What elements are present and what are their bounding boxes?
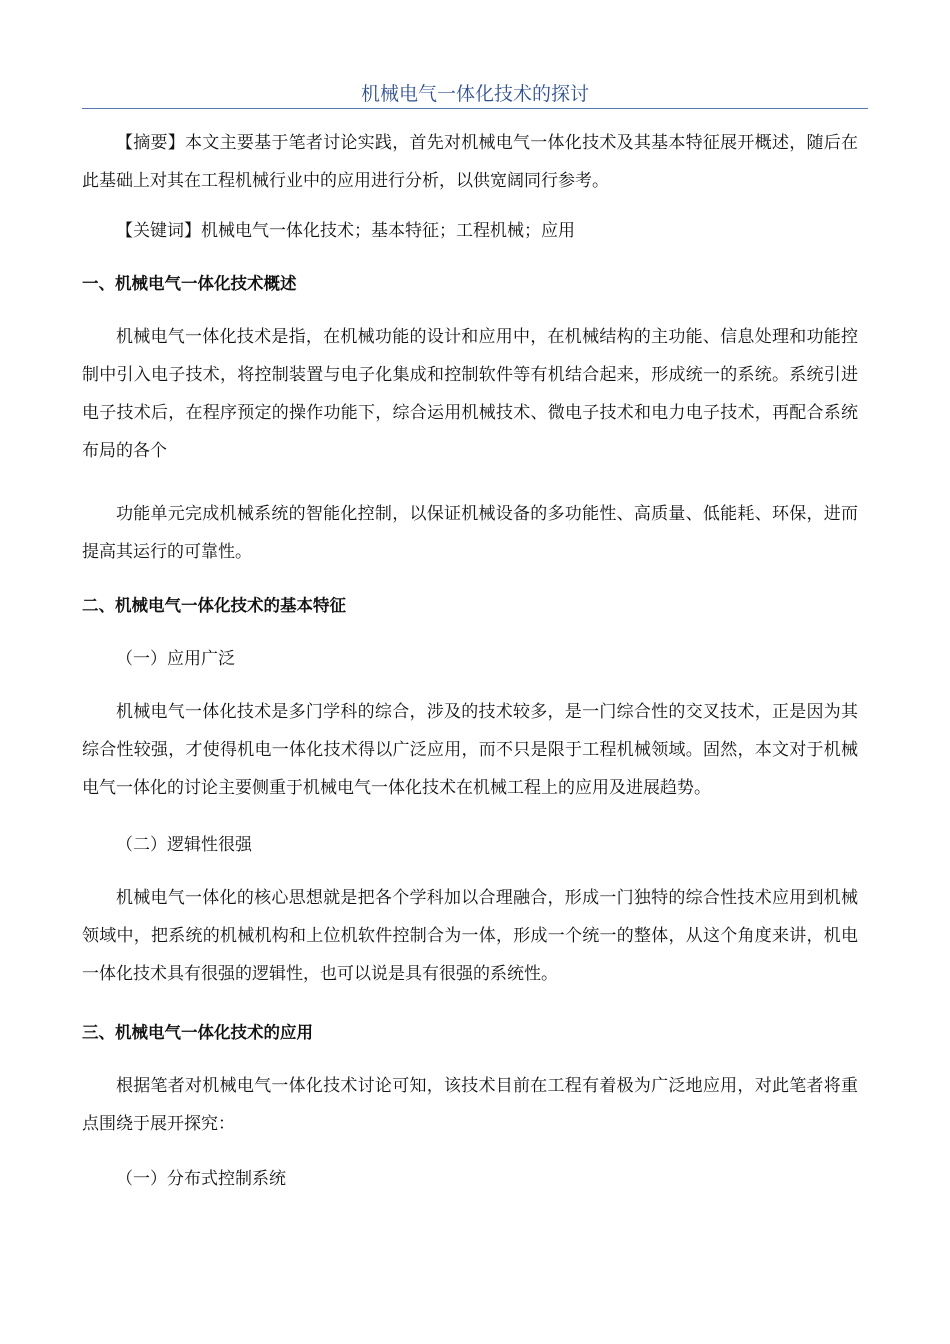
document-title: 机械电气一体化技术的探讨: [360, 83, 589, 105]
section2-subheading-2: （二）逻辑性很强: [116, 835, 252, 855]
title-underline: [82, 108, 868, 109]
abstract-paragraph: 【摘要】本文主要基于笔者讨论实践，首先对机械电气一体化技术及其基本特征展开概述，随后在此基础上对其在工程机械行业中的应用进行分析，以供宽阔同行参考。: [82, 133, 858, 191]
section1-paragraph-1: 机械电气一体化技术是指，在机械功能的设计和应用中，在机械结构的主功能、信息处理和功能控制中引入电子技术，将控制装置与电子化集成和控制软件等有机结合起来，形成统一的系统。系统引进电子技术后，在程序预定的操作功能下，综合运用机械技术、微电子技术和电力电子技术，再配合系统布局的各个: [82, 327, 858, 461]
keywords-paragraph: 【关键词】机械电气一体化技术；基本特征；工程机械；应用: [116, 221, 575, 241]
section1-paragraph-2: 功能单元完成机械系统的智能化控制，以保证机械设备的多功能性、高质量、低能耗、环保，进而提高其运行的可靠性。: [82, 504, 858, 562]
section3-subheading-1: （一）分布式控制系统: [116, 1169, 286, 1189]
section2-paragraph-2: 机械电气一体化的核心思想就是把各个学科加以合理融合，形成一门独特的综合性技术应用到机械领域中，把系统的机械机构和上位机软件控制合为一体，形成一个统一的整体，从这个角度来讲，机电一体化技术具有很强的逻辑性，也可以说是具有很强的系统性。: [82, 888, 858, 984]
section2-subheading-1: （一）应用广泛: [116, 649, 235, 669]
section-heading-2: 二、机械电气一体化技术的基本特征: [82, 596, 346, 615]
section-heading-3: 三、机械电气一体化技术的应用: [82, 1023, 313, 1042]
section3-paragraph-1: 根据笔者对机械电气一体化技术讨论可知，该技术目前在工程有着极为广泛地应用，对此笔者将重点围绕于展开探究：: [82, 1076, 858, 1134]
section2-paragraph-1: 机械电气一体化技术是多门学科的综合，涉及的技术较多，是一门综合性的交叉技术，正是因为其综合性较强，才使得机电一体化技术得以广泛应用，而不只是限于工程机械领域。固然，本文对于机械电气一体化的讨论主要侧重于机械电气一体化技术在机械工程上的应用及进展趋势。: [82, 702, 858, 798]
section-heading-1: 一、机械电气一体化技术概述: [82, 274, 297, 293]
